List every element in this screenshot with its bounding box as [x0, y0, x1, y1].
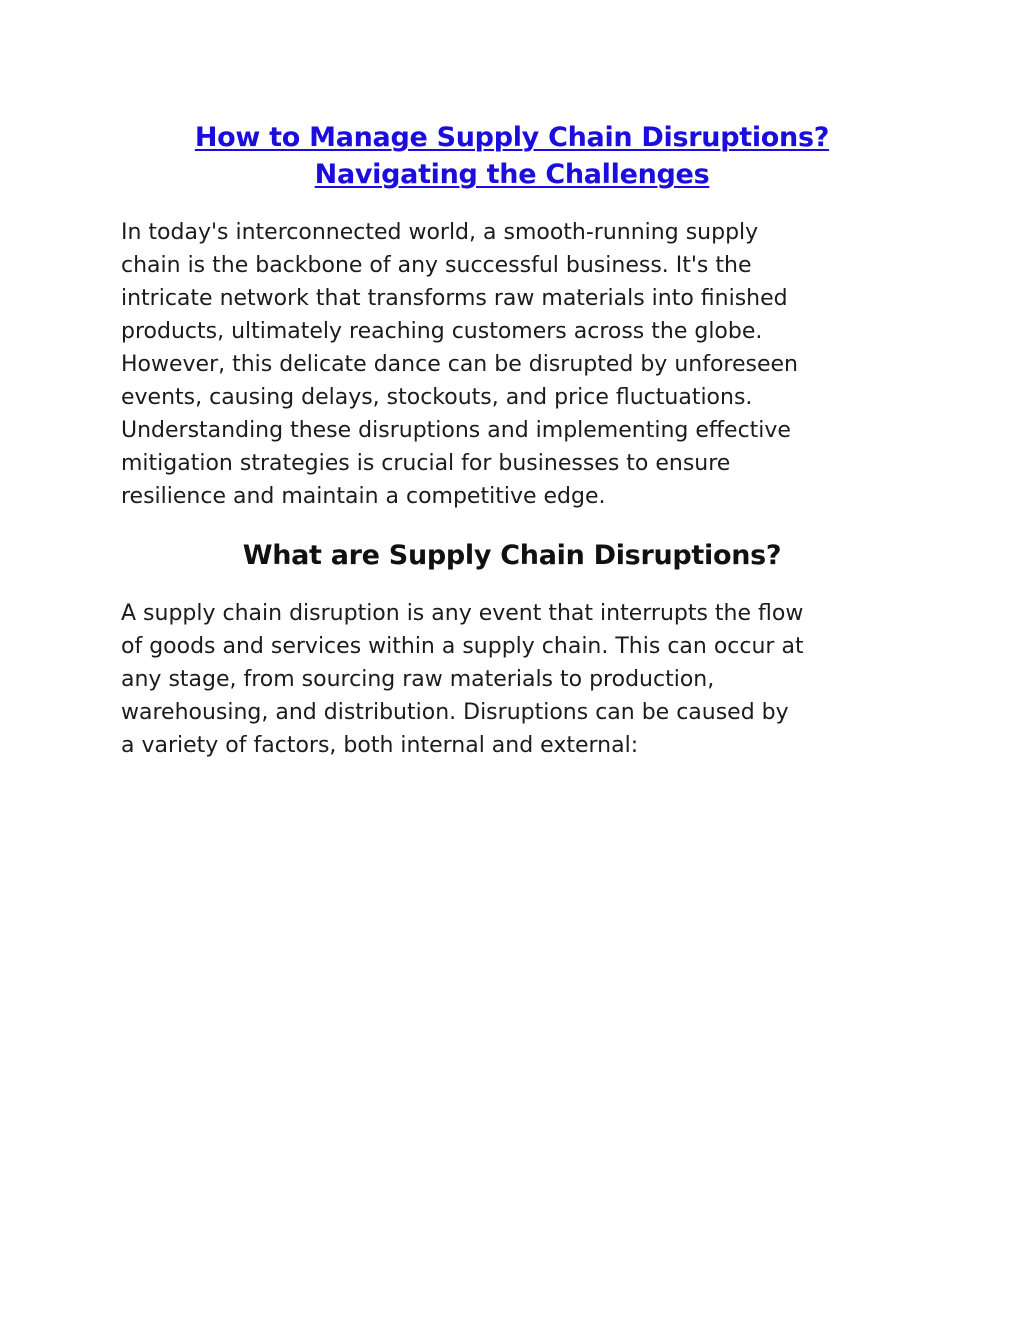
section-line: any stage, from sourcing raw materials to production,: [121, 667, 715, 692]
section-line: A supply chain disruption is any event that interrupts the flow: [121, 601, 804, 626]
intro-line: However, this delicate dance can be disrupted by unforeseen: [121, 352, 798, 377]
intro-line: chain is the backbone of any successful business. It's the: [121, 253, 752, 278]
intro-paragraph: [121, 216, 798, 513]
intro-line: intricate network that transforms raw materials into finished: [121, 286, 788, 311]
section-paragraph: [121, 597, 804, 762]
title-link[interactable]: [100, 119, 924, 193]
intro-line: resilience and maintain a competitive edge.: [121, 484, 606, 509]
intro-line: products, ultimately reaching customers across the globe.: [121, 319, 763, 344]
section-line: of goods and services within a supply chain. This can occur at: [121, 634, 804, 659]
section-line: warehousing, and distribution. Disruptions can be caused by: [121, 700, 789, 725]
title-line-2: Navigating the Challenges: [314, 159, 710, 190]
intro-line: mitigation strategies is crucial for businesses to ensure: [121, 451, 731, 476]
intro-line: In today's interconnected world, a smooth-running supply: [121, 220, 759, 245]
intro-line: events, causing delays, stockouts, and price fluctuations.: [121, 385, 753, 410]
section-line: a variety of factors, both internal and external:: [121, 733, 639, 758]
section-heading: What are Supply Chain Disruptions?: [242, 540, 782, 571]
intro-line: Understanding these disruptions and implementing effective: [121, 418, 791, 443]
document-title: [100, 119, 924, 193]
title-line-1: How to Manage Supply Chain Disruptions?: [194, 122, 830, 153]
